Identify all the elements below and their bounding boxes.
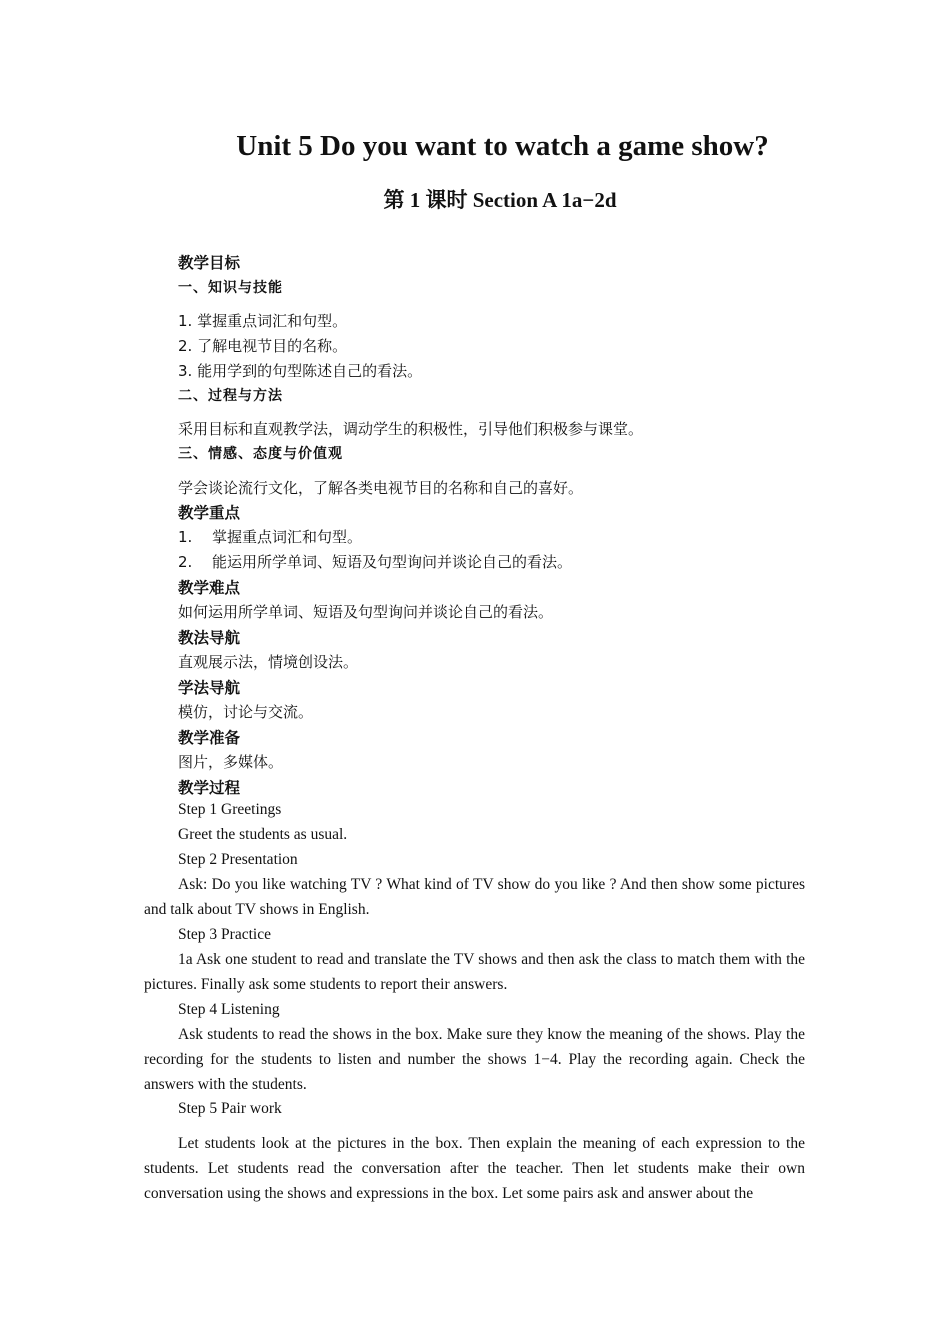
emotion-text: 学会谈论流行文化，了解各类电视节目的名称和自己的喜好。 (178, 479, 584, 497)
step1-text: Greet the students as usual. (178, 826, 348, 843)
key-points-heading: 教学重点 (178, 504, 241, 522)
step3-text: 1a Ask one student to read and translate the TV shows and then ask the class to match them with the pictures. Finally ask some students to report their answers. (144, 951, 805, 993)
step1-title: Step 1 Greetings (178, 801, 282, 818)
process-text: 采用目标和直观教学法，调动学生的积极性，引导他们积极参与课堂。 (178, 420, 644, 438)
knowledge-item: 3. 能用学到的句型陈述自己的看法。 (178, 362, 423, 380)
difficulties-text: 如何运用所学单词、短语及句型询问并谈论自己的看法。 (178, 603, 554, 621)
step5-text: Let students look at the pictures in the box. Then explain the meaning of each expression to the students. Let students read the conversation after the teacher. Then let students make their own conversation using the shows and expressions in the box. Let some pairs ask and answer about the (144, 1135, 805, 1202)
key-point-item (178, 526, 362, 547)
key-point-number: 2. (178, 553, 193, 571)
knowledge-item: 2. 了解电视节目的名称。 (178, 337, 348, 355)
learning-method-heading: 学法导航 (178, 679, 241, 697)
key-point-item (178, 551, 572, 572)
key-point-number: 1. (178, 528, 193, 546)
emotion-heading: 三、情感、态度与价值观 (178, 446, 343, 462)
step2-text: Ask: Do you like watching TV ? What kind of TV show do you like ? And then show some pictures and talk about TV shows in English. (144, 876, 805, 918)
knowledge-item: 1. 掌握重点词汇和句型。 (178, 312, 348, 330)
preparation-text: 图片，多媒体。 (178, 753, 284, 771)
teaching-method-text: 直观展示法，情境创设法。 (178, 653, 359, 671)
step3-title: Step 3 Practice (178, 926, 271, 943)
document-title: Unit 5 Do you want to watch a game show? (236, 130, 769, 162)
step4-title: Step 4 Listening (178, 1001, 280, 1018)
learning-method-text: 模仿，讨论与交流。 (178, 703, 314, 721)
preparation-heading: 教学准备 (178, 729, 241, 747)
procedure-heading: 教学过程 (178, 779, 241, 797)
process-heading: 二、过程与方法 (178, 388, 283, 404)
step2-title: Step 2 Presentation (178, 851, 298, 868)
knowledge-heading: 一、知识与技能 (178, 280, 283, 296)
lesson-subtitle: 第 1 课时 Section A 1a−2d (383, 188, 617, 212)
step4-text: Ask students to read the shows in the box. Make sure they know the meaning of the shows. Play the recording for the students to listen and number the shows 1−4. Play the recording again. Check the answers with the students. (144, 1026, 805, 1093)
key-point-text: 能运用所学单词、短语及句型询问并谈论自己的看法。 (212, 553, 573, 571)
difficulties-heading: 教学难点 (178, 579, 241, 597)
teaching-method-heading: 教法导航 (178, 629, 241, 647)
step5-title: Step 5 Pair work (178, 1100, 282, 1117)
objectives-heading: 教学目标 (178, 254, 241, 272)
key-point-text: 掌握重点词汇和句型。 (212, 528, 363, 546)
